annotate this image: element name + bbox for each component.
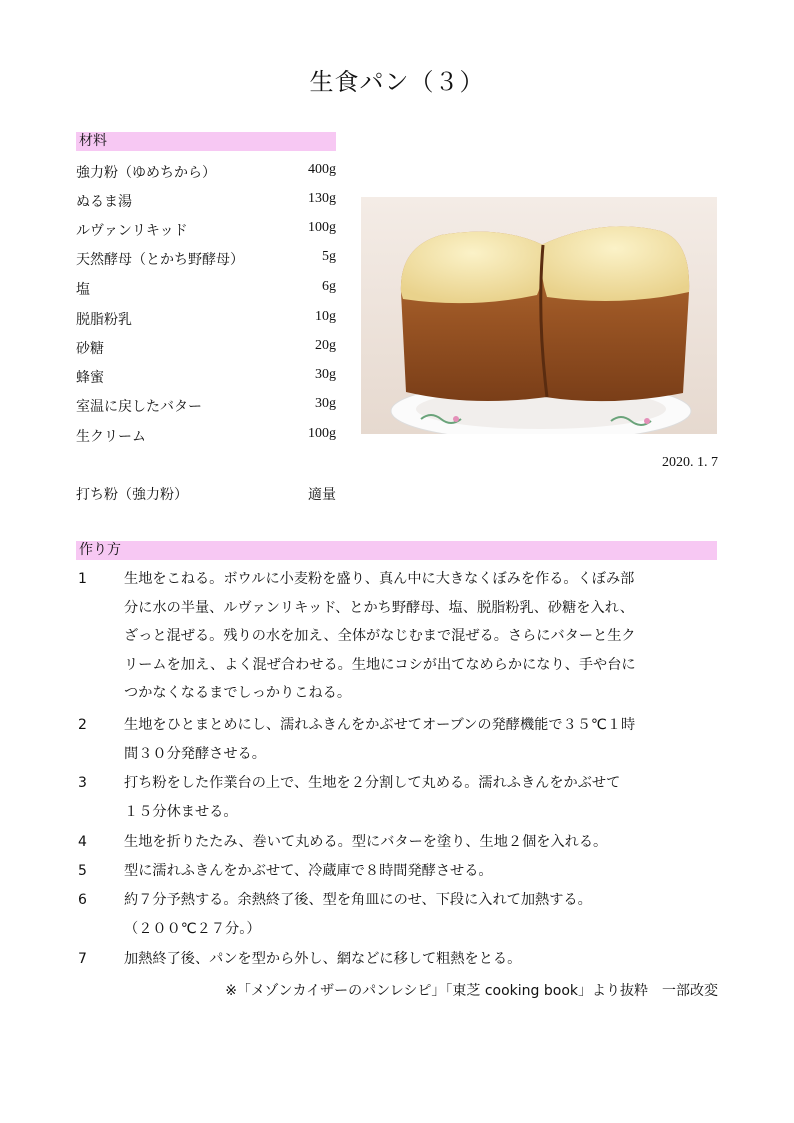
ingredient-name: 生クリーム: [76, 429, 146, 445]
ingredient-row: [76, 396, 336, 418]
step-text: 生地を折りたたみ、巻いて丸める。型にバターを塗り、生地２個を入れる。: [124, 834, 608, 850]
ingredient-amount: 30g: [315, 367, 336, 382]
dusting-flour-row: [76, 484, 336, 506]
step-text: 生地をこねる。ボウルに小麦粉を盛り、真ん中に大きなくぼみを作る。くぼみ部 分に水の半量、ルヴァンリキッド、とかち野酵母、塩、脱脂粉乳、砂糖を入れ、 ざっと混ぜる。残りの水を加え、全体がなじむまで混ぜる。さらにバターと生ク リームを加え、よく混ぜ合わせる。生地にコシが出てなめらかになり、手や台に つかなくなるまでしっかりこねる。: [124, 571, 636, 701]
ingredient-amount: 6g: [322, 279, 336, 294]
ingredient-name: ルヴァンリキッド: [76, 223, 188, 239]
ingredient-row: [76, 249, 336, 271]
ingredient-amount: 130g: [308, 191, 336, 206]
ingredient-row: [76, 309, 336, 331]
step-number: 4: [78, 834, 87, 850]
step-text: 約７分予熱する。余熱終了後、型を角皿にのせ、下段に入れて加熱する。 （２００℃２７分。）: [124, 892, 592, 937]
ingredient-row: [76, 426, 336, 448]
ingredient-amount: 20g: [315, 338, 336, 353]
step-number: 5: [78, 863, 87, 879]
step-number: 2: [78, 717, 87, 733]
step-text: 型に濡れふきんをかぶせて、冷蔵庫で８時間発酵させる。: [124, 863, 493, 879]
ingredient-name: 天然酵母（とかち野酵母）: [76, 252, 244, 268]
bread-illustration: [361, 197, 717, 434]
bread-photo: [361, 197, 717, 434]
date: 2020. 1. 7: [662, 455, 718, 470]
step-text: 生地をひとまとめにし、濡れふきんをかぶせてオーブンの発酵機能で３５℃１時 間３０分発酵させる。: [124, 717, 636, 762]
ingredient-amount: 100g: [308, 426, 336, 441]
source-note: ※「メゾンカイザーのパンレシピ」「東芝 cooking book」より抜粋 一部改変: [225, 983, 718, 999]
ingredient-name: 砂糖: [76, 341, 104, 357]
ingredient-row: [76, 367, 336, 389]
ingredient-row: [76, 338, 336, 360]
step-number: 1: [78, 571, 87, 587]
step-number: 6: [78, 892, 87, 908]
ingredient-amount: 5g: [322, 249, 336, 264]
ingredient-amount: 400g: [308, 162, 336, 177]
ingredient-name: ぬるま湯: [76, 194, 132, 210]
ingredient-row: [76, 191, 336, 213]
ingredient-name: 強力粉（ゆめちから）: [76, 165, 216, 181]
method-header: 作り方: [76, 541, 717, 560]
ingredient-name: 室温に戻したバター: [76, 399, 202, 415]
ingredient-name: 脱脂粉乳: [76, 312, 132, 328]
ingredient-row: [76, 220, 336, 242]
step-text: 打ち粉をした作業台の上で、生地を２分割して丸める。濡れふきんをかぶせて １５分休ませる。: [124, 775, 621, 820]
page-title: 生食パン（３）: [309, 68, 485, 96]
step-number: 3: [78, 775, 87, 791]
ingredients-header: 材料: [76, 132, 336, 151]
ingredient-row: [76, 279, 336, 301]
ingredient-name: 塩: [76, 282, 90, 298]
ingredient-amount: 30g: [315, 396, 336, 411]
ingredient-name: 蜂蜜: [76, 370, 104, 386]
ingredient-amount: 100g: [308, 220, 336, 235]
dusting-flour-name: 打ち粉（強力粉）: [76, 487, 188, 503]
ingredient-amount: 10g: [315, 309, 336, 324]
step-text: 加熱終了後、パンを型から外し、網などに移して粗熱をとる。: [124, 951, 522, 967]
step-number: 7: [78, 951, 87, 967]
ingredient-row: [76, 162, 336, 184]
dusting-flour-amount: 適量: [308, 487, 336, 503]
